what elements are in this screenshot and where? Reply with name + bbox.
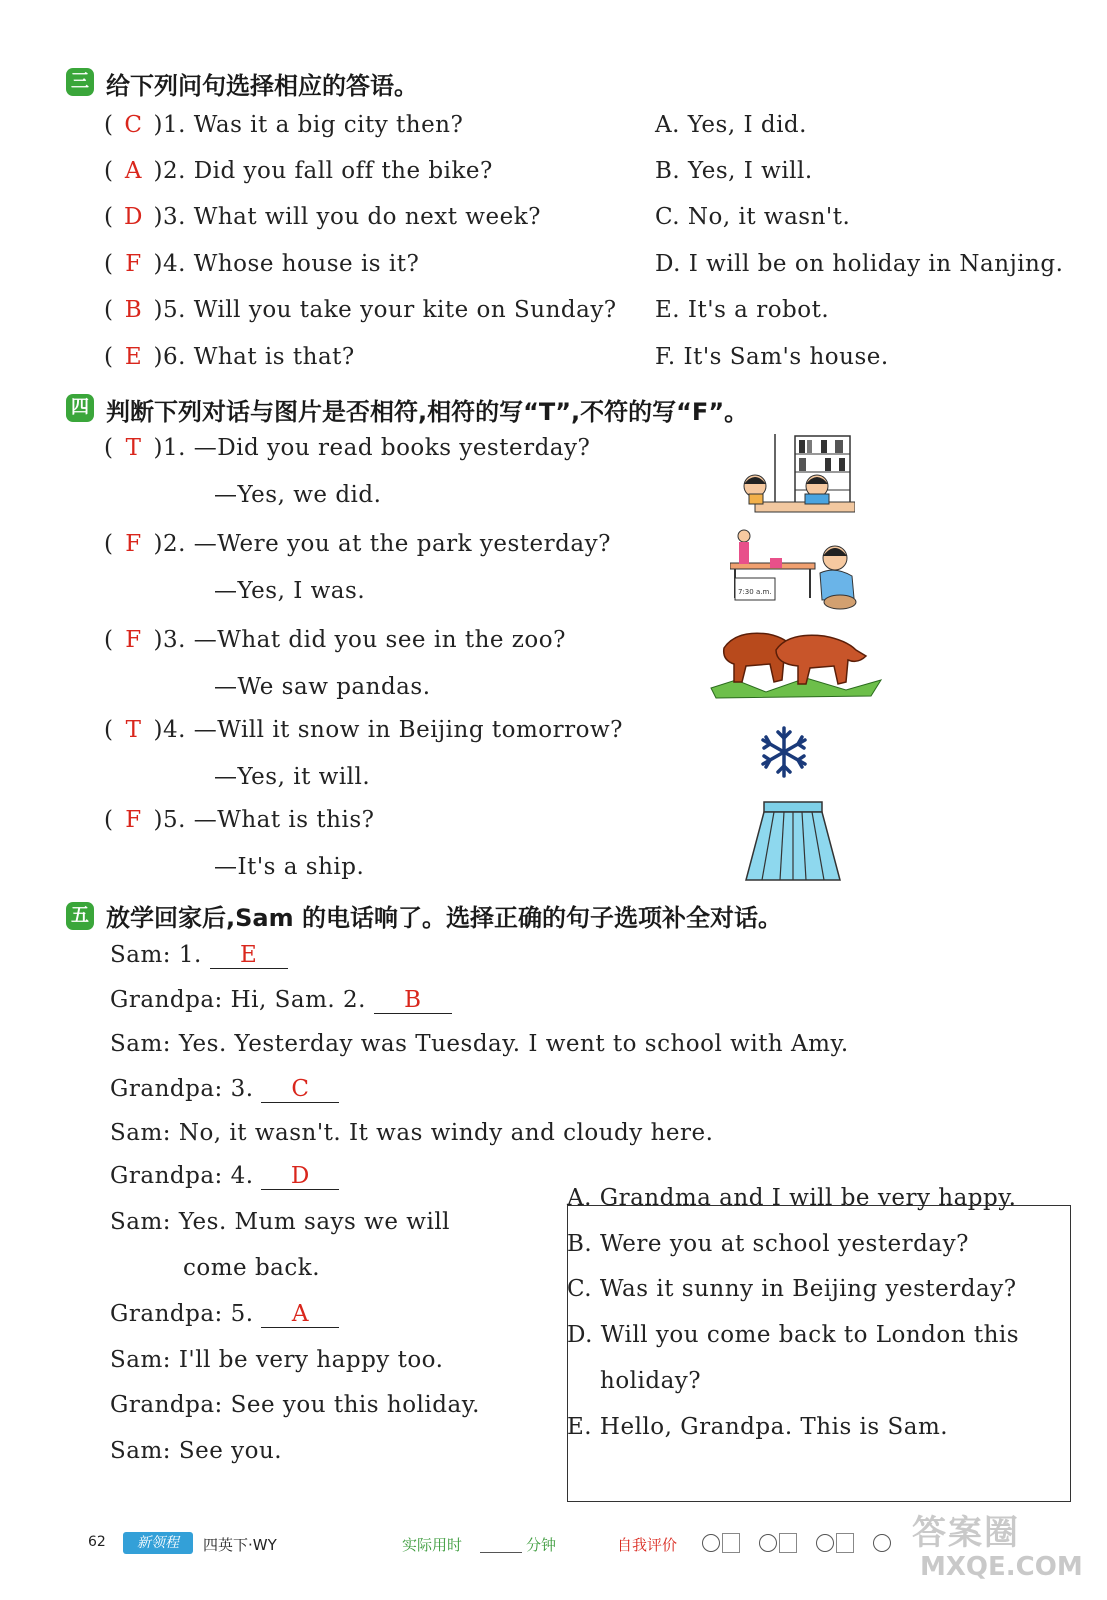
snowflake-icon — [756, 724, 812, 780]
option-3-4: D. I will be on holiday in Nanjing. — [655, 251, 1064, 277]
question-text: )1. Was it a big city then? — [153, 112, 464, 138]
question-text: )5. Will you take your kite on Sunday? — [153, 297, 617, 323]
watermark-url: MXQE.COM — [920, 1552, 1083, 1582]
dialog-line — [110, 1392, 480, 1418]
question-4-1 — [104, 435, 590, 461]
dialog-text: Sam: 1. — [110, 942, 202, 968]
open-paren: ( — [104, 204, 114, 230]
time-label: 实际用时 — [402, 1536, 463, 1554]
neutral-face-icon — [816, 1534, 834, 1552]
dialog-text: Sam: No, it wasn't. It was windy and cloudy here. — [110, 1120, 714, 1146]
dialog-line — [110, 942, 288, 969]
answer-mark: F — [125, 807, 142, 833]
reply-text: —We saw pandas. — [214, 674, 431, 700]
question-text: )5. —What is this? — [153, 807, 375, 833]
question-4-3 — [104, 627, 566, 653]
option-3-5: E. It's a robot. — [655, 297, 830, 323]
reading-kids-picture — [735, 434, 855, 516]
question-3-6 — [104, 344, 355, 370]
box-option: A. Grandma and I will be very happy. — [567, 1185, 1017, 1211]
option-3-1: A. Yes, I did. — [655, 112, 807, 138]
dialog-line — [110, 1163, 339, 1190]
dialog-text: Sam: Yes. Mum says we will — [110, 1209, 451, 1235]
answer-mark: A — [124, 158, 143, 184]
time-unit: 分钟 — [526, 1536, 557, 1554]
answer-blank[interactable]: E — [210, 942, 288, 969]
big-smile-face-icon — [702, 1534, 720, 1552]
answer-blank[interactable]: C — [261, 1076, 339, 1103]
answer-blank[interactable]: A — [261, 1301, 339, 1328]
answer-mark: F — [125, 531, 142, 557]
question-text: )4. Whose house is it? — [153, 251, 420, 277]
eval-checkbox[interactable] — [836, 1533, 854, 1553]
dialog-line — [110, 1031, 849, 1057]
reply-text: —Yes, we did. — [214, 482, 382, 508]
dialog-line — [110, 1209, 450, 1235]
eval-checkbox[interactable] — [722, 1533, 740, 1553]
eval-label: 自我评价 — [617, 1536, 678, 1554]
book-label: 四英下·WY — [203, 1536, 277, 1554]
section-3-title: 给下列问句选择相应的答语。 — [106, 72, 418, 100]
watermark-logo: 答案圈 — [912, 1513, 1020, 1553]
question-text: )3. What will you do next week? — [153, 204, 541, 230]
dialog-text: Grandpa: 3. — [110, 1076, 254, 1102]
reply-text: —It's a ship. — [214, 854, 365, 880]
question-4-5 — [104, 807, 374, 833]
open-paren: ( — [104, 807, 114, 833]
dialog-line — [110, 1301, 339, 1328]
brand-tag: 新领程 — [123, 1532, 193, 1554]
section-5-title: 放学回家后,Sam 的电话响了。选择正确的句子选项补全对话。 — [106, 904, 782, 932]
option-3-6: F. It's Sam's house. — [655, 344, 889, 370]
option-3-3: C. No, it wasn't. — [655, 204, 851, 230]
question-text: )2. —Were you at the park yesterday? — [153, 531, 611, 557]
section-3-badge: 三 — [66, 68, 94, 96]
open-paren: ( — [104, 112, 114, 138]
box-option: D. Will you come back to London this — [567, 1322, 1020, 1348]
answer-mark: T — [125, 717, 142, 743]
eval-checkbox[interactable] — [779, 1533, 797, 1553]
dialog-text: Sam: I'll be very happy too. — [110, 1347, 444, 1373]
clock-text: 7:30 a.m. — [738, 588, 772, 596]
option-3-2: B. Yes, I will. — [655, 158, 813, 184]
question-4-2 — [104, 531, 611, 557]
question-3-3 — [104, 204, 541, 230]
smile-face-icon — [759, 1534, 777, 1552]
answer-mark: F — [125, 251, 142, 277]
answer-mark: C — [124, 112, 143, 138]
open-paren: ( — [104, 251, 114, 277]
dialog-line — [110, 987, 452, 1014]
page-number: 62 — [88, 1534, 106, 1550]
open-paren: ( — [104, 531, 114, 557]
answer-mark: E — [124, 344, 143, 370]
open-paren: ( — [104, 297, 114, 323]
box-option: E. Hello, Grandpa. This is Sam. — [567, 1414, 949, 1440]
open-paren: ( — [104, 717, 114, 743]
question-3-2 — [104, 158, 493, 184]
question-text: )6. What is that? — [153, 344, 355, 370]
answer-blank[interactable]: B — [374, 987, 452, 1014]
question-text: )4. —Will it snow in Beijing tomorrow? — [153, 717, 623, 743]
open-paren: ( — [104, 627, 114, 653]
dialog-line — [110, 1120, 713, 1146]
dialog-text: Sam: See you. — [110, 1438, 283, 1464]
reply-text: —Yes, I was. — [214, 578, 366, 604]
bears-picture — [706, 620, 886, 700]
dialog-line — [110, 1438, 282, 1464]
answer-mark: F — [125, 627, 142, 653]
answer-mark: D — [124, 204, 143, 230]
dialog-text: Sam: Yes. Yesterday was Tuesday. I went to school with Amy. — [110, 1031, 849, 1057]
open-paren: ( — [104, 435, 114, 461]
answer-blank[interactable]: D — [261, 1163, 339, 1190]
question-text: )3. —What did you see in the zoo? — [153, 627, 566, 653]
question-text: )1. —Did you read books yesterday? — [153, 435, 591, 461]
section-4-badge: 四 — [66, 394, 94, 422]
dialog-text: Grandpa: 4. — [110, 1163, 254, 1189]
answer-mark: T — [125, 435, 142, 461]
box-option: C. Was it sunny in Beijing yesterday? — [567, 1276, 1017, 1302]
open-paren: ( — [104, 158, 114, 184]
question-3-1 — [104, 112, 463, 138]
question-4-4 — [104, 717, 623, 743]
dialog-line — [183, 1255, 320, 1281]
box-option: holiday? — [600, 1368, 702, 1394]
question-3-5 — [104, 297, 617, 323]
sad-face-icon — [873, 1534, 891, 1552]
open-paren: ( — [104, 344, 114, 370]
section-5-badge: 五 — [66, 902, 94, 930]
dialog-text: come back. — [183, 1255, 321, 1281]
dialog-line — [110, 1076, 339, 1103]
skirt-picture — [744, 800, 842, 884]
question-text: )2. Did you fall off the bike? — [153, 158, 493, 184]
time-blank — [480, 1552, 522, 1553]
self-eval-faces — [700, 1532, 893, 1553]
box-option: B. Were you at school yesterday? — [567, 1231, 969, 1257]
dialog-line — [110, 1347, 443, 1373]
dialog-text: Grandpa: Hi, Sam. 2. — [110, 987, 366, 1013]
question-3-4 — [104, 251, 419, 277]
reply-text: —Yes, it will. — [214, 764, 371, 790]
dialog-text: Grandpa: 5. — [110, 1301, 254, 1327]
classroom-picture — [730, 528, 865, 610]
dialog-text: Grandpa: See you this holiday. — [110, 1392, 480, 1418]
answer-mark: B — [124, 297, 143, 323]
section-4-title: 判断下列对话与图片是否相符,相符的写“T”,不符的写“F”。 — [106, 398, 749, 426]
